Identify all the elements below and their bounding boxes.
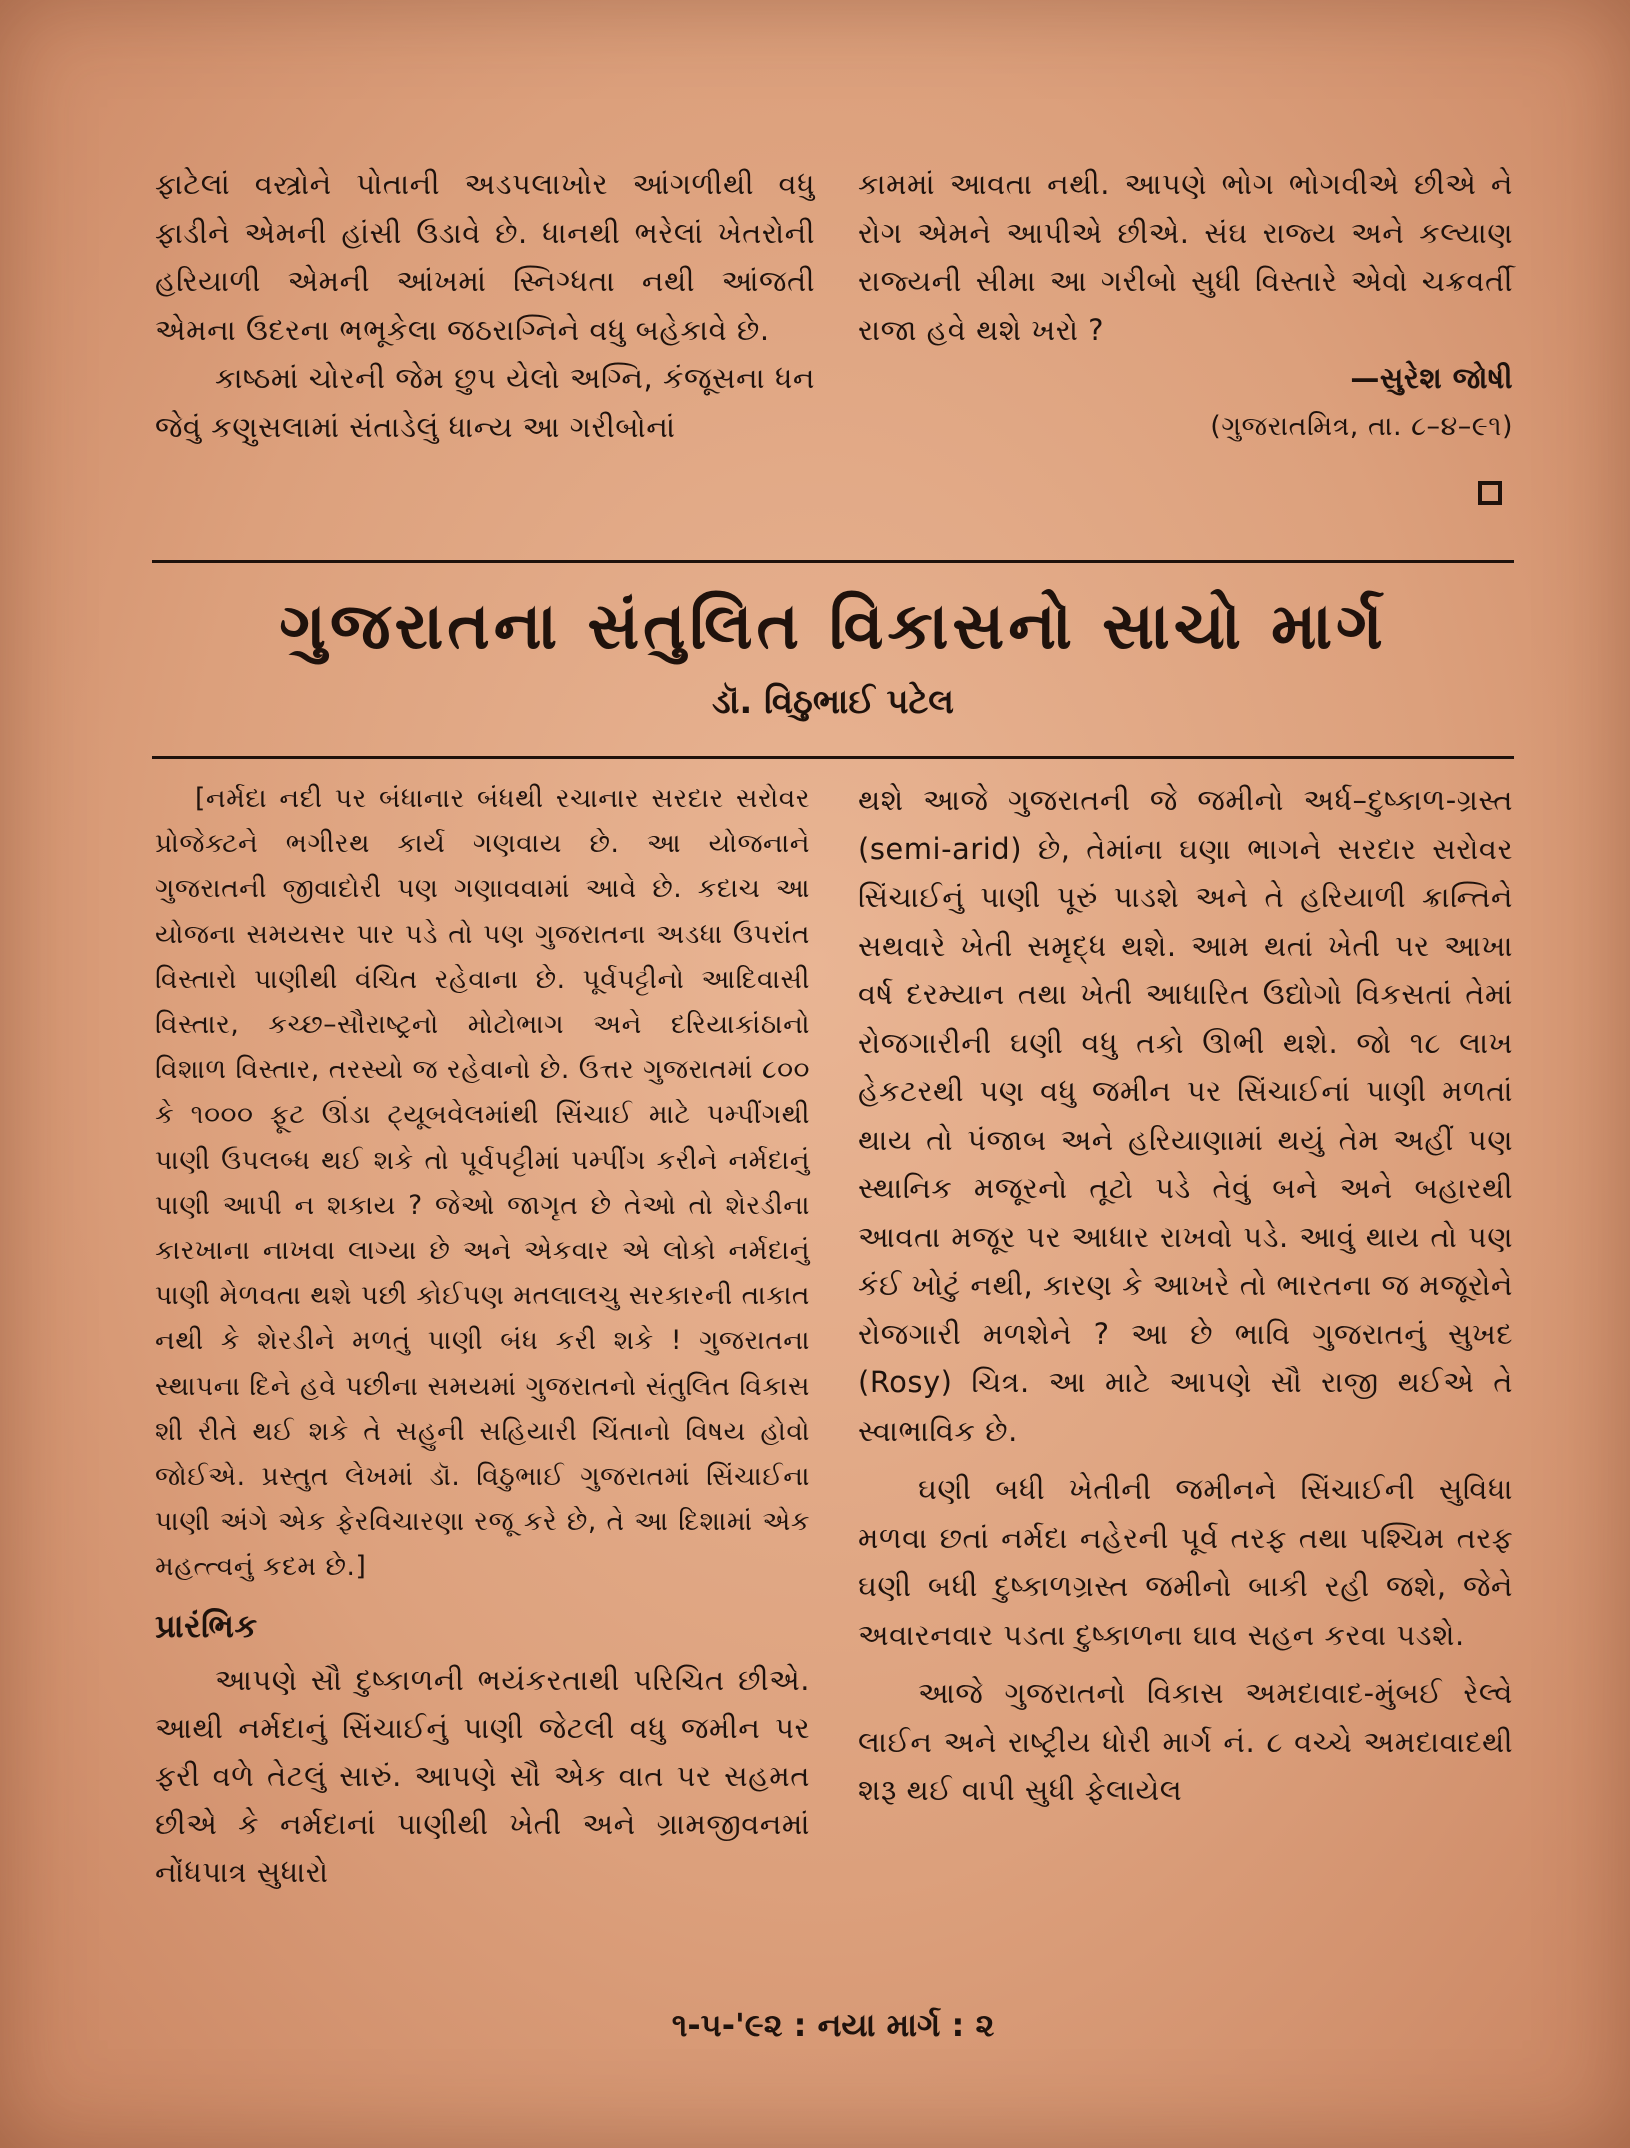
top-column-right bbox=[858, 160, 1513, 451]
signature: —સુરેશ જોષી bbox=[1350, 361, 1513, 395]
right-paragraph-1: થશે આજે ગુજરાતની જે જમીનો અર્ધ–દુષ્કાળ-ગ્રસ્ત (semi-arid) છે, તેમાંના ઘણા ભાગને સરદાર સરોવર સિંચાઈનું પાણી પૂરું પાડશે અને તે હરિયાળી ક્રાન્તિને સથવારે ખેતી સમૃદ્ધ થશે. આમ થતાં ખેતી પર આખા વર્ષ દરમ્યાન તથા ખેતી આધારિત ઉદ્યોગો વિકસતાં તેમાં રોજગારીની ઘણી વધુ તકો ઊભી થશે. જો ૧૮ લાખ હેકટરથી પણ વધુ જમીન પર સિંચાઈનાં પાણી મળતાં થાય તો પંજાબ અને હરિયાણામાં થયું તેમ અહીં પણ સ્થાનિક મજૂરનો તૂટો પડે તેવું બને અને બહારથી આવતા મજૂર પર આધાર રાખવો પડે. આવું થાય તો પણ કંઈ ખોટું નથી, કારણ કે આખરે તો ભારતના જ મજૂરોને રોજગારી મળશેને ? આ છે ભાવિ ગુજરાતનું સુખદ (Rosy) ચિત્ર. આ માટે આપણે સૌ રાજી થઈએ તે સ્વાભાવિક છે. bbox=[858, 783, 1513, 1448]
top-left-paragraph-1: ફાટેલાં વસ્ત્રોને પોતાની અડપલાખોર આંગળીથી વધુ ફાડીને એમની હાંસી ઉડાવે છે. ધાનથી ભરેલાં ખેતરોની હરિયાળી એમની આંખમાં સ્નિગ્ધતા નથી આંજતી એમના ઉદરના ભભૂકેલા જઠરાગ્નિને વધુ બહેકાવે છે. bbox=[155, 167, 815, 347]
top-column-left bbox=[155, 160, 815, 451]
right-paragraph-2: ઘણી બધી ખેતીની જમીનને સિંચાઈની સુવિધા મળવા છતાં નર્મદા નહેરની પૂર્વ તરફ તથા પશ્ચિમ તરફ ઘણી બધી દુષ્કાળગ્રસ્ત જમીનો બાકી રહી જશે, જેને અવારનવાર પડતા દુષ્કાળના ઘાવ સહન કરવા પડશે. bbox=[858, 1472, 1513, 1652]
top-right-paragraph: કામમાં આવતા નથી. આપણે ભોગ ભોગવીએ છીએ ને રોગ એમને આપીએ છીએ. સંઘ રાજ્ય અને કલ્યાણ રાજ્યની સીમા આ ગરીબો સુધી વિસ્તારે એવો ચક્રવર્તી રાજા હવે થશે ખરો ? bbox=[858, 167, 1513, 347]
article-author: ડૉ. વિઠુભાઈ પટેલ bbox=[711, 682, 955, 722]
page-footer: ૧-૫-'૯૨ : નયા માર્ગ : ૨ bbox=[671, 2006, 995, 2044]
article-title: ગુજરાતના સંતુલિત વિકાસનો સાચો માર્ગ bbox=[279, 590, 1387, 664]
section-heading: પ્રારંભિક bbox=[155, 1606, 258, 1645]
article-column-left bbox=[155, 776, 810, 1896]
right-paragraph-3: આજે ગુજરાતનો વિકાસ અમદાવાદ-મુંબઈ રેલ્વે લાઈન અને રાષ્ટ્રીય ધોરી માર્ગ નં. ૮ વચ્ચે અમદાવાદથી શરૂ થઈ વાપી સુધી ફેલાયેલ bbox=[858, 1676, 1513, 1807]
source-citation: (ગુજરાતમિત્ર, તા. ૮–૪–૯૧) bbox=[1210, 410, 1513, 442]
divider-top bbox=[152, 560, 1514, 563]
end-mark-square-icon bbox=[1478, 481, 1502, 505]
top-left-paragraph-2: કાષ્ઠમાં ચોરની જેમ છુપ યેલો અગ્નિ, કંજૂસના ધન જેવું કણુસલામાં સંતાડેલું ધાન્ય આ ગરીબોનાં bbox=[155, 361, 815, 444]
article-intro: [નર્મદા નદી પર બંધાનાર બંધથી રચાનાર સરદાર સરોવર પ્રોજેક્ટને ભગીરથ કાર્ય ગણવાય છે. આ યોજનાને ગુજરાતની જીવાદોરી પણ ગણાવવામાં આવે છે. કદાચ આ યોજના સમયસર પાર પડે તો પણ ગુજરાતના અડધા ઉપરાંત વિસ્તારો પાણીથી વંચિત રહેવાના છે. પૂર્વપટ્ટીનો આદિવાસી વિસ્તાર, કચ્છ–સૌરાષ્ટ્રનો મોટોભાગ અને દરિયાકાંઠાનો વિશાળ વિસ્તાર, તરસ્યો જ રહેવાનો છે. ઉત્તર ગુજરાતમાં ૮૦૦ કે ૧૦૦૦ ફૂટ ઊંડા ટ્યૂબવેલમાંથી સિંચાઈ માટે પમ્પીંગથી પાણી ઉપલબ્ધ થઈ શકે તો પૂર્વપટ્ટીમાં પમ્પીંગ કરીને નર્મદાનું પાણી આપી ન શકાય ? જેઓ જાગૃત છે તેઓ તો શેરડીના કારખાના નાખવા લાગ્યા છે અને એકવાર એ લોકો નર્મદાનું પાણી મેળવતા થશે પછી કોઈપણ મતલાલચુ સરકારની તાકાત નથી કે શેરડીને મળતું પાણી બંધ કરી શકે ! ગુજરાતના સ્થાપના દિને હવે પછીના સમયમાં ગુજરાતનો સંતુલિત વિકાસ શી રીતે થઈ શકે તે સહુની સહિયારી ચિંતાનો વિષય હોવો જોઈએ. પ્રસ્તુત લેખમાં ડૉ. વિઠુભાઈ ગુજરાતમાં સિંચાઈના પાણી અંગે એક ફેરવિચારણા રજૂ કરે છે, તે આ દિશામાં એક મહત્ત્વનું કદમ છે.] bbox=[155, 783, 810, 1583]
section-paragraph: આપણે સૌ દુષ્કાળની ભયંકરતાથી પરિચિત છીએ. આથી નર્મદાનું સિંચાઈનું પાણી જેટલી વધુ જમીન પર ફરી વળે તેટલું સારું. આપણે સૌ એક વાત પર સહમત છીએ કે નર્મદાનાં પાણીથી ખેતી અને ગ્રામજીવનમાં નોંધપાત્ર સુધારો bbox=[155, 1663, 810, 1890]
divider-bottom bbox=[152, 756, 1514, 759]
article-column-right bbox=[858, 776, 1513, 1815]
